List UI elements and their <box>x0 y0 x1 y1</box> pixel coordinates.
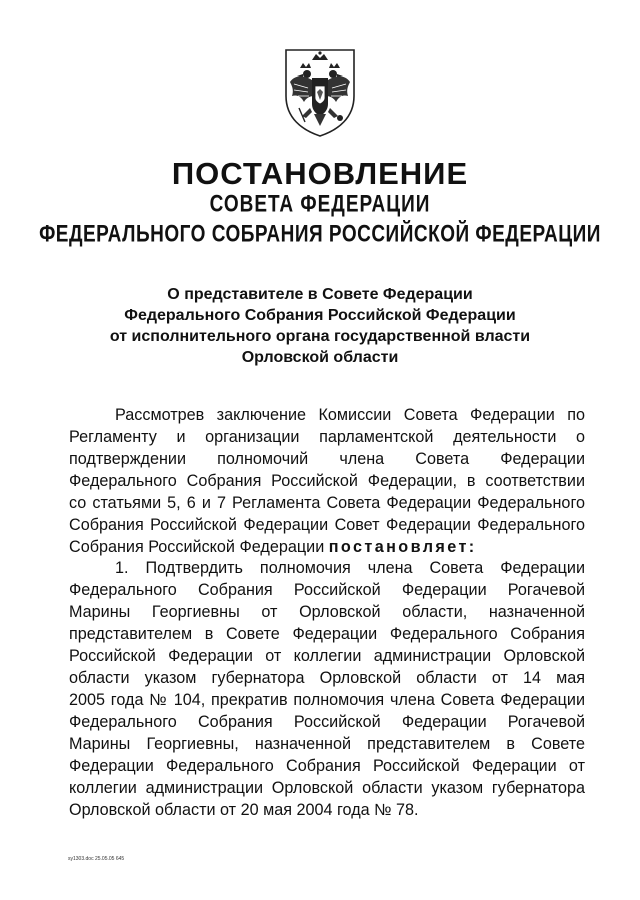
subject-line: Федерального Собрания Российской Федерации <box>124 307 516 324</box>
subject-line: Орловской области <box>241 349 399 366</box>
subject-line: О представителе в Совете Федерации <box>167 286 473 303</box>
coat-of-arms-emblem <box>272 46 368 138</box>
paragraph-line: Российской Федерации от коллегии администрации Орловской <box>69 647 585 665</box>
paragraph-line-final <box>69 536 585 558</box>
decree-word: постановляет: <box>328 538 477 556</box>
paragraph-line-text: Собрания Российской Федерации <box>69 538 325 556</box>
paragraph-line: Марины Георгиевны, назначенной представителем в Совете <box>69 735 585 753</box>
paragraph-line: со статьями 5, 6 и 7 Регламента Совета Федерации Федерального <box>69 494 585 512</box>
decree-subject <box>0 284 640 368</box>
paragraph-line: Марины Георгиевны от Орловской области, назначенной <box>69 603 585 621</box>
item-1-paragraph <box>69 557 585 821</box>
paragraph-line: представителем в Совете Федерации Федерального Собрания <box>69 625 585 643</box>
paragraph-line: Регламенту и организации парламентской деятельности о <box>69 428 585 446</box>
paragraph-line: Собрания Российской Федерации Совет Федерации Федерального <box>69 516 585 534</box>
double-headed-eagle-icon <box>272 46 368 138</box>
paragraph-line: Рассмотрев заключение Комиссии Совета Федерации по <box>115 406 585 424</box>
paragraph-line: 2005 года № 104, прекратив полномочия члена Совета Федерации <box>69 691 585 709</box>
paragraph-line: Орловской области от 20 мая 2004 года № 78. <box>69 801 419 819</box>
paragraph-line: подтверждении полномочий члена Совета Федерации <box>69 450 585 468</box>
subject-line: от исполнительного органа государственной власти <box>109 328 531 345</box>
paragraph-line: области указом губернатора Орловской области от 14 мая <box>69 669 585 687</box>
paragraph-line: Федерального Собрания Российской Федерации, в соответствии <box>69 472 585 490</box>
paragraph-line: Федерального Собрания Российской Федерации Рогачевой <box>69 581 585 599</box>
paragraph-line: 1. Подтвердить полномочия члена Совета Федерации <box>115 559 585 577</box>
paragraph-line: Федерального Собрания Российской Федерации Рогачевой <box>69 713 585 731</box>
preamble-paragraph <box>69 404 585 558</box>
document-title: ПОСТАНОВЛЕНИЕ <box>171 156 469 191</box>
document-subtitle-council: СОВЕТА ФЕДЕРАЦИИ <box>209 191 431 218</box>
document-subtitle-assembly: ФЕДЕРАЛЬНОГО СОБРАНИЯ РОССИЙСКОЙ ФЕДЕРАЦИИ <box>39 221 601 248</box>
file-reference-note: sy1303.doc 25.05.05 645 <box>68 856 125 862</box>
paragraph-line: Федерации Федерального Собрания Российской Федерации от <box>69 757 585 775</box>
paragraph-line: коллегии администрации Орловской области указом губернатора <box>69 779 585 797</box>
